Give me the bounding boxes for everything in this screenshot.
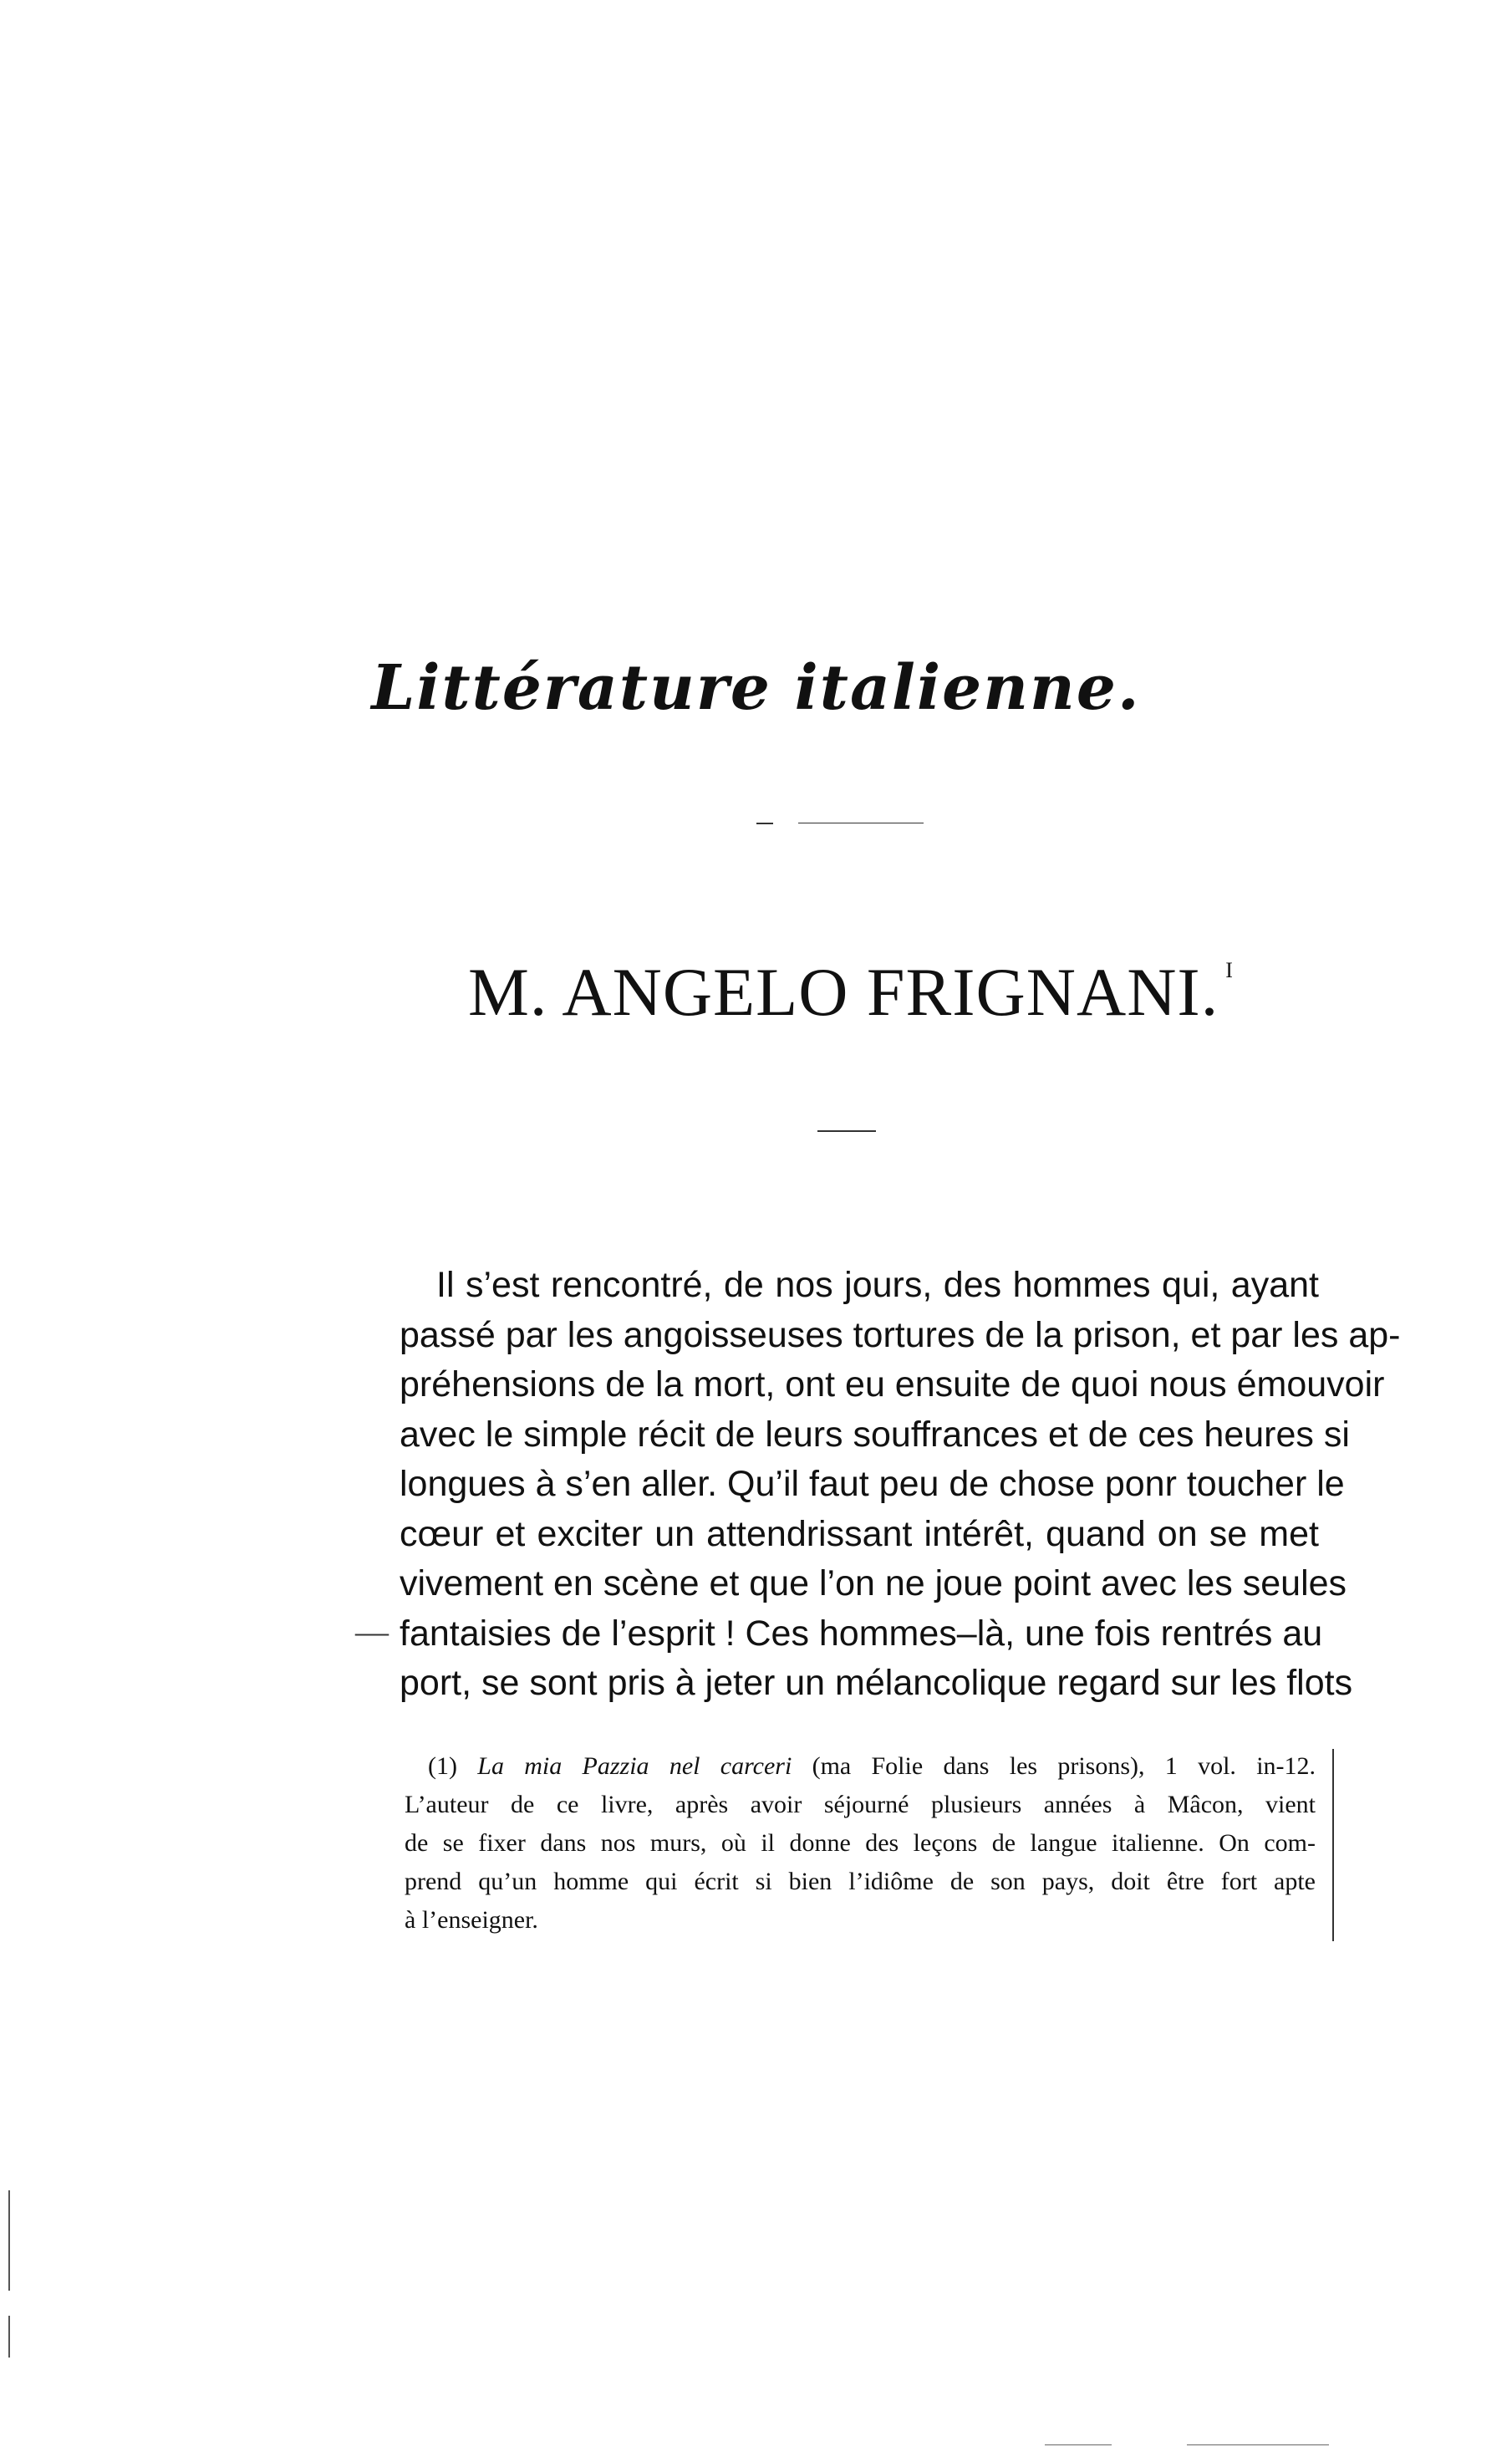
footnote bbox=[405, 1747, 1316, 1940]
margin-bracket bbox=[1327, 1749, 1334, 1941]
body-line: avec le simple récit de leurs souffrances et de ces heures si bbox=[400, 1414, 1350, 1455]
footnote-line1-rest: (ma Folie dans les prisons), 1 vol. in-12. bbox=[812, 1752, 1316, 1780]
body-line: port, se sont pris à jeter un mélancolique regard sur les flots bbox=[400, 1663, 1353, 1703]
article-title-text: M. ANGELO FRIGNANI. bbox=[468, 954, 1219, 1030]
decorative-rule-middle bbox=[817, 1130, 876, 1132]
body-line: vivement en scène et que l’on ne joue point avec les seules bbox=[400, 1563, 1347, 1603]
body-line: longues à s’en aller. Qu’il faut peu de chose ponr toucher le bbox=[400, 1464, 1345, 1504]
article-title bbox=[468, 953, 1234, 1032]
left-margin-line-lower bbox=[8, 2316, 10, 2358]
left-margin-line bbox=[8, 2190, 10, 2291]
footnote-line: prend qu’un homme qui écrit si bien l’idiôme de son pays, doit être fort apte bbox=[405, 1868, 1316, 1895]
margin-dash-mark: — bbox=[355, 1613, 389, 1650]
body-line: préhensions de la mort, ont eu ensuite de quoi nous émouvoir bbox=[400, 1364, 1385, 1404]
footnote-marker: I bbox=[1225, 958, 1234, 982]
footnote-line bbox=[405, 1747, 1316, 1786]
footnote-line: à l’enseigner. bbox=[405, 1906, 538, 1934]
body-paragraph bbox=[400, 1261, 1401, 1709]
body-line: cœur et exciter un attendrissant intérêt, quand on se met bbox=[400, 1513, 1319, 1554]
section-title: Littérature italienne. bbox=[371, 652, 1141, 724]
body-line: passé par les angoisseuses tortures de la prison, et par les ap- bbox=[400, 1314, 1401, 1355]
decorative-rule-top bbox=[756, 823, 773, 824]
body-line: Il s’est rencontré, de nos jours, des hommes qui, ayant bbox=[436, 1265, 1319, 1305]
footnote-line: L’auteur de ce livre, après avoir séjourné plusieurs années à Mâcon, vient bbox=[405, 1791, 1316, 1818]
body-line: fantaisies de l’esprit ! Ces hommes–là, une fois rentrés au bbox=[400, 1613, 1323, 1654]
footnote-line: de se fixer dans nos murs, où il donne des leçons de langue italienne. On com- bbox=[405, 1829, 1316, 1857]
bottom-edge-mark bbox=[1187, 2444, 1329, 2445]
footnote-book-title: La mia Pazzia nel carceri bbox=[477, 1752, 792, 1780]
bottom-edge-mark-short bbox=[1045, 2444, 1112, 2445]
footnote-number: (1) bbox=[428, 1752, 457, 1780]
